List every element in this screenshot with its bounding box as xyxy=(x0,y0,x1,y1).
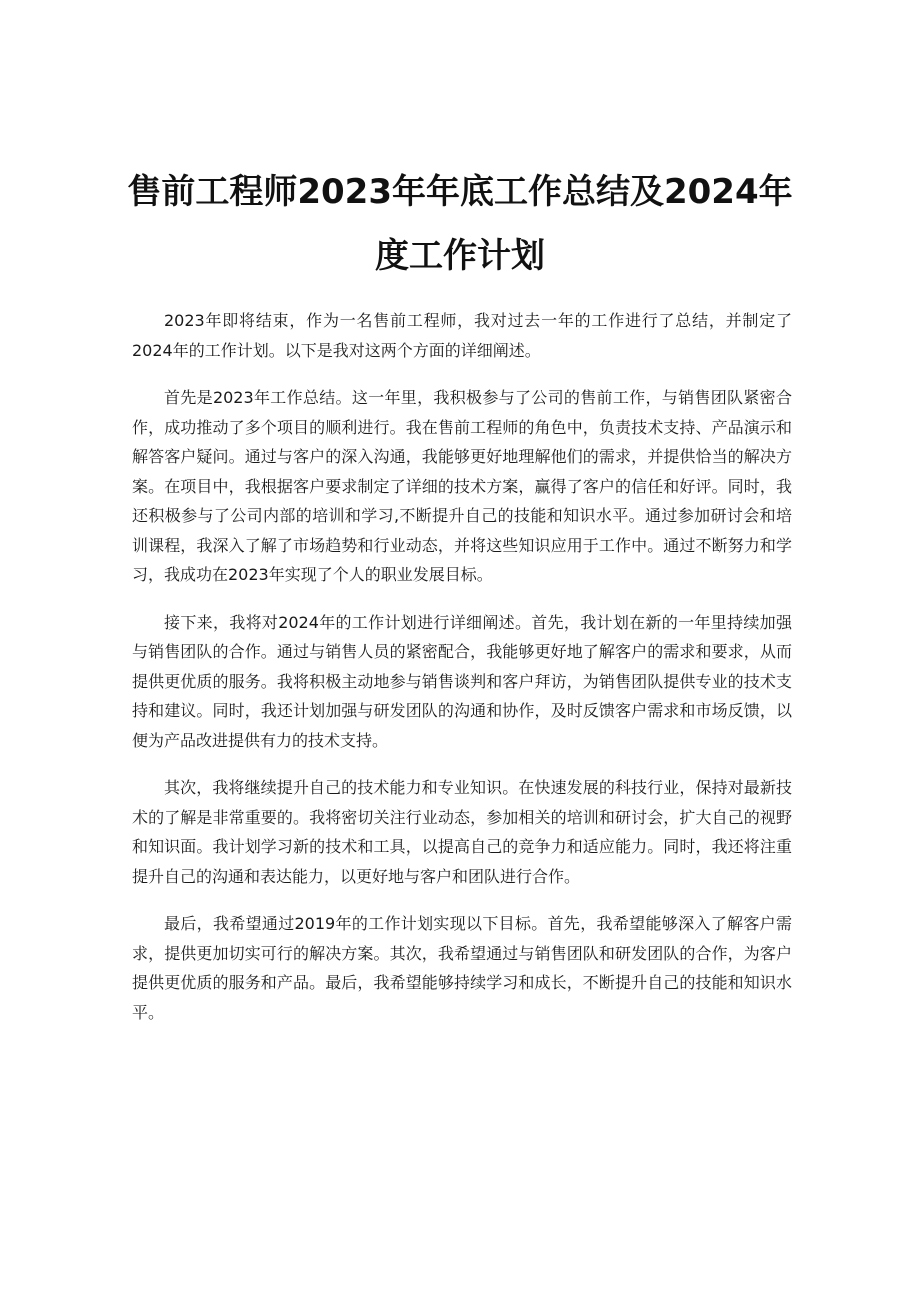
paragraph-intro: 2023年即将结束，作为一名售前工程师，我对过去一年的工作进行了总结，并制定了2024年的工作计划。以下是我对这两个方面的详细阐述。 xyxy=(132,311,792,360)
title-line-2: 度工作计划 xyxy=(375,236,545,276)
paragraph-2024-plan: 接下来，我将对2024年的工作计划进行详细阐述。首先，我计划在新的一年里持续加强与销售团队的合作。通过与销售人员的紧密配合，我能够更好地了解客户的需求和要求，从而提供更优质的服务。我将积极主动地参与销售谈判和客户拜访，为销售团队提供专业的技术支持和建议。同时，我还计划加强与研发团队的沟通和协作，及时反馈客户需求和市场反馈，以便为产品改进提供有力的技术支持。 xyxy=(132,612,792,750)
document-body xyxy=(132,306,792,1045)
paragraph-2023-summary: 首先是2023年工作总结。这一年里，我积极参与了公司的售前工作，与销售团队紧密合作，成功推动了多个项目的顺利进行。我在售前工程师的角色中，负责技术支持、产品演示和解答客户疑问。通过与客户的深入沟通，我能够更好地理解他们的需求，并提供恰当的解决方案。在项目中，我根据客户要求制定了详细的技术方案，赢得了客户的信任和好评。同时，我还积极参与了公司内部的培训和学习,不断提升自己的技能和知识水平。通过参加研讨会和培训课程，我深入了解了市场趋势和行业动态，并将这些知识应用于工作中。通过不断努力和学习，我成功在2023年实现了个人的职业发展目标。 xyxy=(132,388,792,584)
document-title xyxy=(120,160,800,288)
paragraph-goals: 最后，我希望通过2019年的工作计划实现以下目标。首先，我希望能够深入了解客户需求，提供更加切实可行的解决方案。其次，我希望通过与销售团队和研发团队的合作，为客户提供更优质的服务和产品。最后，我希望能够持续学习和成长，不断提升自己的技能和知识水平。 xyxy=(132,914,792,1022)
paragraph-skills: 其次，我将继续提升自己的技术能力和专业知识。在快速发展的科技行业，保持对最新技术的了解是非常重要的。我将密切关注行业动态，参加相关的培训和研讨会，扩大自己的视野和知识面。我计划学习新的技术和工具，以提高自己的竞争力和适应能力。同时，我还将注重提升自己的沟通和表达能力，以更好地与客户和团队进行合作。 xyxy=(132,778,792,886)
title-line-1: 售前工程师2023年年底工作总结及2024年 xyxy=(127,172,793,212)
